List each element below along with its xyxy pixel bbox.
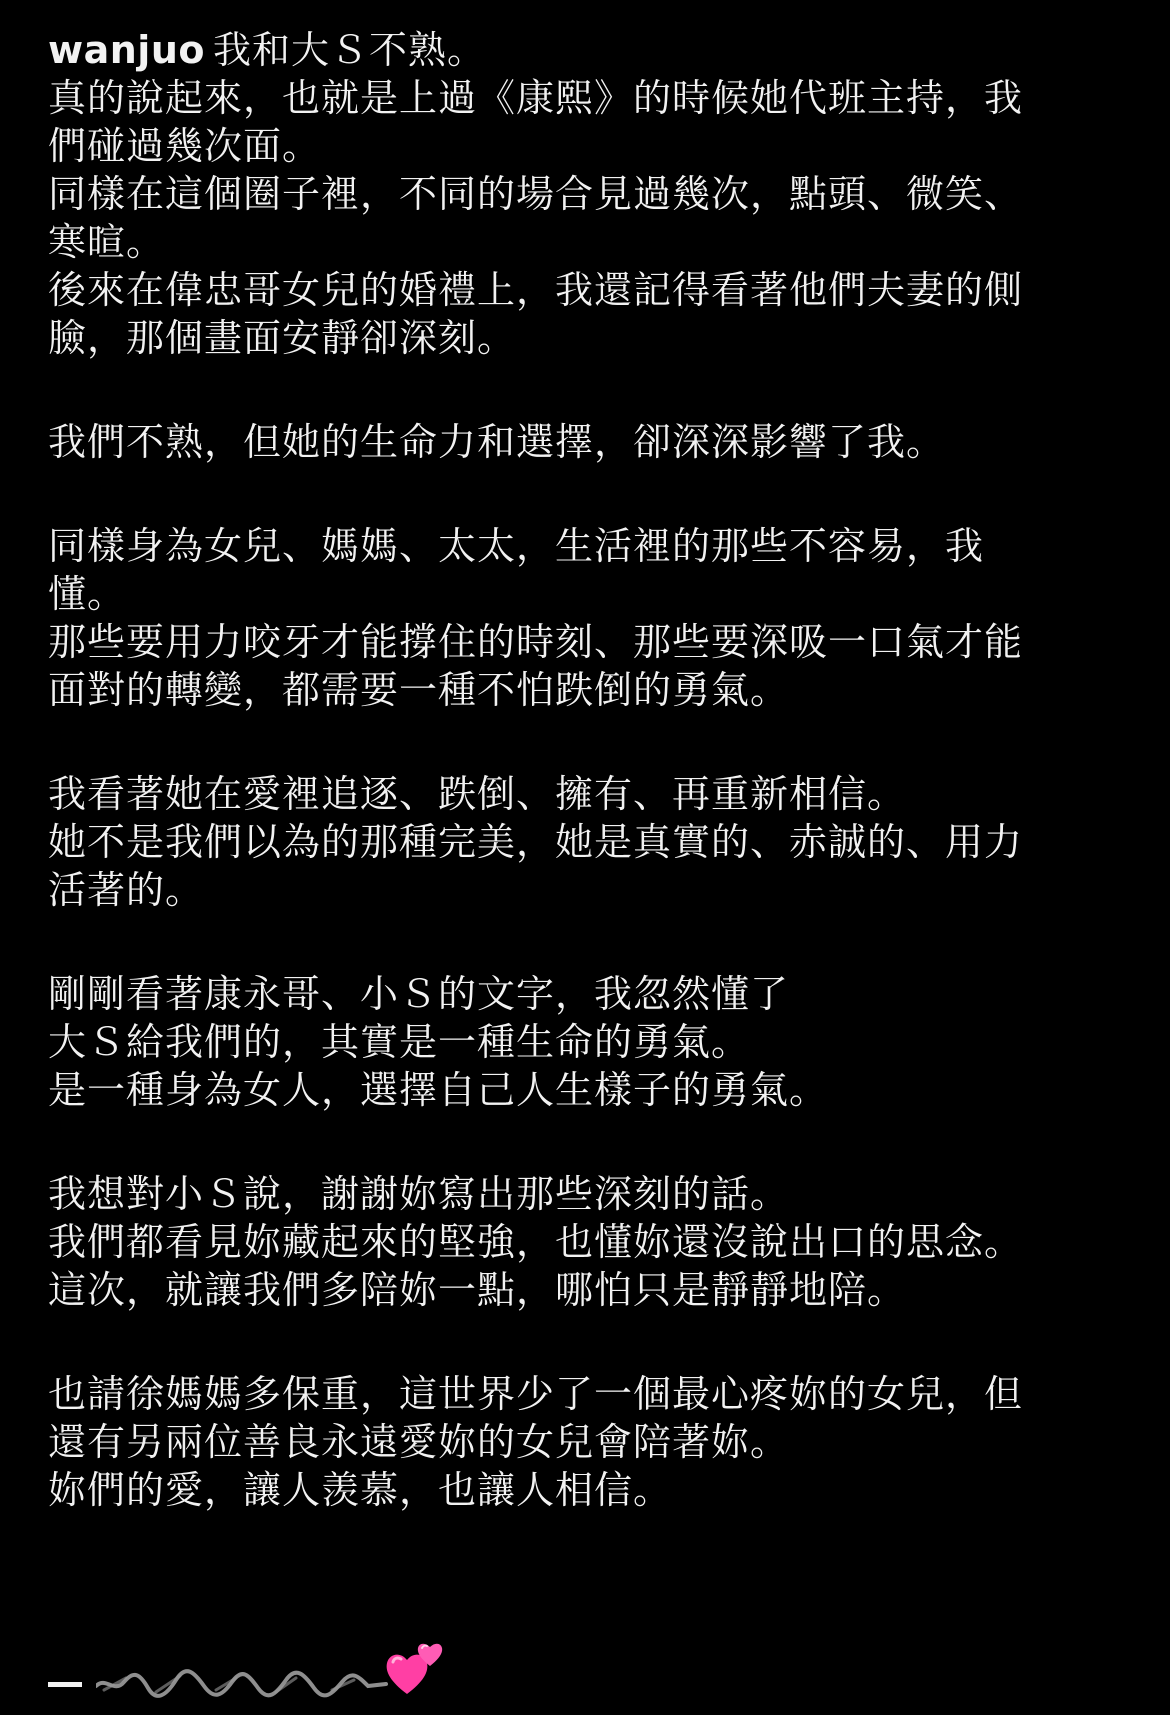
- caption-line: 同樣身為女兒、媽媽、太太，生活裡的那些不容易，我: [48, 524, 985, 568]
- caption-line: 還有另兩位善良永遠愛妳的女兒會陪著妳。: [48, 1420, 790, 1464]
- caption-line: 那些要用力咬牙才能撐住的時刻、那些要深吸一口氣才能: [48, 620, 1024, 664]
- caption-line: 妳們的愛，讓人羡慕，也讓人相信。: [48, 1468, 673, 1512]
- caption-line: 也請徐媽媽多保重，這世界少了一個最心疼妳的女兒，但: [48, 1372, 1024, 1416]
- caption-paragraph: [48, 26, 1098, 362]
- paragraph-gap: [48, 1120, 1098, 1170]
- two-hearts-emoji-icon: [383, 1640, 447, 1698]
- caption-line: 們碰過幾次面。: [48, 124, 322, 168]
- signoff-dash: [48, 1682, 82, 1687]
- caption-line: 她不是我們以為的那種完美，她是真實的、赤誠的、用力: [48, 820, 1024, 864]
- username[interactable]: wanjuo: [48, 28, 205, 72]
- caption-paragraph: [48, 770, 1098, 914]
- caption-line-text: 我和大Ｓ不熟。: [213, 28, 487, 72]
- caption-paragraph: [48, 1370, 1098, 1514]
- caption-line: 我想對小Ｓ說，謝謝妳寫出那些深刻的話。: [48, 1172, 790, 1216]
- paragraph-gap: [48, 920, 1098, 970]
- caption-line: 大Ｓ給我們的，其實是一種生命的勇氣。: [48, 1020, 751, 1064]
- caption-paragraph: [48, 418, 1098, 466]
- caption-paragraph: [48, 970, 1098, 1114]
- paragraph-gap: [48, 368, 1098, 418]
- paragraph-gap: [48, 472, 1098, 522]
- caption-line: 寒暄。: [48, 220, 166, 264]
- caption-line: 我們不熟，但她的生命力和選擇，卻深深影響了我。: [48, 420, 946, 464]
- caption-line: 同樣在這個圈子裡，不同的場合見過幾次，點頭、微笑、: [48, 172, 1024, 216]
- paragraph-gap: [48, 1320, 1098, 1370]
- caption-line: 我看著她在愛裡追逐、跌倒、擁有、再重新相信。: [48, 772, 907, 816]
- caption-paragraph: [48, 522, 1098, 714]
- caption-line: 這次，就讓我們多陪妳一點，哪怕只是靜靜地陪。: [48, 1268, 907, 1312]
- caption-line: 真的說起來，也就是上過《康熙》的時候她代班主持，我: [48, 76, 1024, 120]
- handwritten-scribble: [96, 1668, 396, 1698]
- caption-paragraph: [48, 1170, 1098, 1314]
- caption-line: 懂。: [48, 572, 127, 616]
- caption-line: [48, 26, 1098, 74]
- paragraph-gap: [48, 720, 1098, 770]
- post-caption: [48, 26, 1098, 1520]
- caption-line: 剛剛看著康永哥、小Ｓ的文字，我忽然懂了: [48, 972, 790, 1016]
- caption-line: 活著的。: [48, 868, 205, 912]
- caption-line: 我們都看見妳藏起來的堅強，也懂妳還沒說出口的思念。: [48, 1220, 1024, 1264]
- signoff: [48, 1638, 448, 1698]
- caption-line: 後來在偉忠哥女兒的婚禮上，我還記得看著他們夫妻的側: [48, 268, 1024, 312]
- caption-line: 是一種身為女人，選擇自己人生樣子的勇氣。: [48, 1068, 829, 1112]
- caption-line: 面對的轉變，都需要一種不怕跌倒的勇氣。: [48, 668, 790, 712]
- caption-line: 臉，那個畫面安靜卻深刻。: [48, 316, 517, 360]
